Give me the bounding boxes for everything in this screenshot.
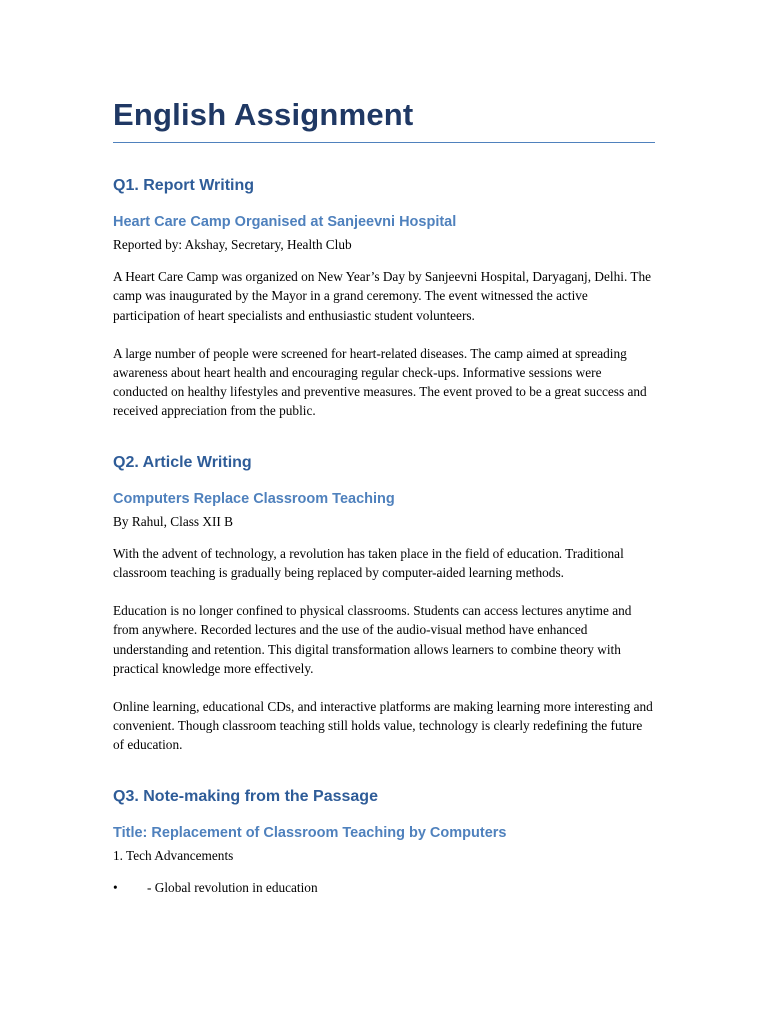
q3-bullet-text: - Global revolution in education <box>147 879 318 895</box>
q3-list-item: 1. Tech Advancements <box>113 847 234 863</box>
q2-paragraph-2: Education is no longer confined to physical classrooms. Students can access lectures anytime and from anywhere. Recorded lectures and the use of the audio-visual method have enhanced understanding and retention. This digital transformation allows learners to combine theory with practical knowledge more effectively. <box>113 603 632 676</box>
bullet-symbol: • <box>113 879 118 895</box>
q1-subheading: Heart Care Camp Organised at Sanjeevni Hospital <box>113 214 457 230</box>
q1-paragraph-2: A large number of people were screened for heart-related diseases. The camp aimed at spreading awareness about heart health and encouraging regular check-ups. Informative sessions were conducted on healthy lifestyles and preventive measures. The event proved to be a great success and received appreciation from the public. <box>113 345 647 419</box>
q2-heading: Q2. Article Writing <box>113 453 252 471</box>
q3-bullet-item <box>113 878 655 897</box>
q2-byline: By Rahul, Class XII B <box>113 513 234 529</box>
q1-byline: Reported by: Akshay, Secretary, Health Club <box>113 237 352 252</box>
q3-subheading: Title: Replacement of Classroom Teaching by Computers <box>113 824 507 841</box>
q2-subheading: Computers Replace Classroom Teaching <box>113 490 395 507</box>
q1-heading: Q1. Report Writing <box>113 177 255 194</box>
document-page <box>113 96 655 897</box>
q2-paragraph-3: Online learning, educational CDs, and interactive platforms are making learning more interesting and convenient. Though classroom teaching still holds value, technology is clearly redefining the future of education. <box>113 699 653 753</box>
document-title: English Assignment <box>113 96 655 143</box>
q2-paragraph-1: With the advent of technology, a revolution has taken place in the field of education. Traditional classroom teaching is gradually being replaced by computer-aided learning methods. <box>113 545 624 581</box>
q3-heading: Q3. Note-making from the Passage <box>113 787 378 805</box>
q1-paragraph-1: A Heart Care Camp was organized on New Year’s Day by Sanjeevni Hospital, Daryaganj, Delhi. The camp was inaugurated by the Mayor in a grand ceremony. The event witnessed the active participation of heart specialists and enthusiastic student volunteers. <box>113 269 652 323</box>
